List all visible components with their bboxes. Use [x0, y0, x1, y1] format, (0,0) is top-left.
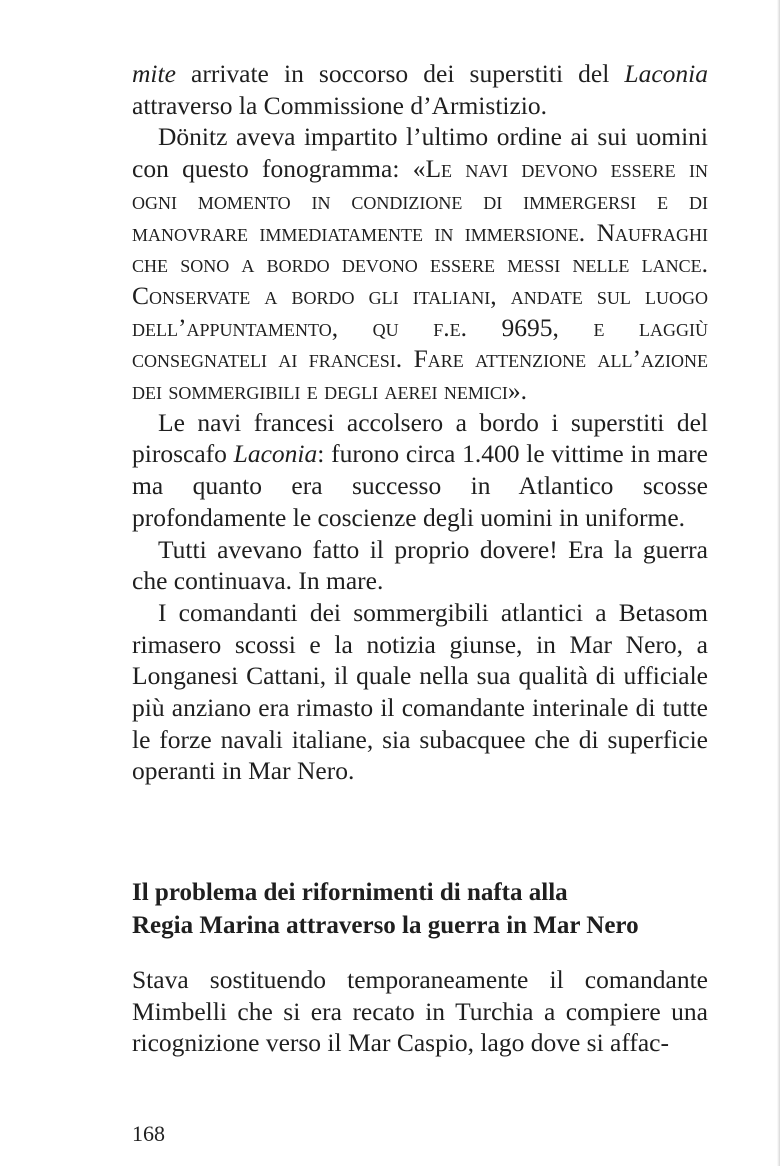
paragraph-2: [132, 121, 708, 406]
paragraph-4: Tutti avevano fatto il proprio dovere! Era la guerra che continuava. In mare.: [132, 534, 708, 596]
paragraph-2-lead: Dönitz aveva impartito l’ultimo ordine ai sui uomini con questo fonogramma: «: [132, 122, 708, 184]
section-heading: [132, 876, 708, 942]
italic-mite: mite: [132, 59, 176, 88]
paragraph-3: [132, 407, 708, 534]
quoted-order: Le navi devono essere in ogni momento in condizione di immergersi e di manovrare immediatamente in immersione. Naufraghi che sono a bordo devono essere messi nelle lance. Conservate a bordo gli italiani, andate sul luogo dell’appuntamento, qu f.e.: [132, 154, 708, 342]
page-number: 168: [132, 1121, 165, 1146]
italic-laconia: Laconia: [624, 59, 708, 88]
paragraph-6: Stava sostituendo temporaneamente il comandante Mimbelli che si era recato in Turchia a compiere una ricognizione verso il Mar Caspio, lago dove si affac-: [132, 965, 708, 1058]
body-text-upper: [132, 58, 708, 787]
heading-line-2: Regia Marina attraverso la guerra in Mar Nero: [132, 912, 639, 939]
heading-line-1: Il problema dei rifornimenti di nafta alla: [132, 879, 568, 906]
quote-close: ».: [507, 376, 527, 406]
paragraph-1-text: arrivate in soccorso dei superstiti del: [175, 59, 625, 88]
paragraph-5: I comandanti dei sommergibili atlantici a Betasom rimasero scossi e la notizia giunse, in Mar Nero, a Longanesi Cattani, il quale nella sua qualità di ufficiale più anziano era rimasto il comandante interinale di tutte le forze navali italiane, sia subacquee che di superficie operanti in Mar Nero.: [132, 597, 708, 786]
paragraph-1-end: attraverso la Commissione d’Armistizio.: [132, 90, 548, 120]
paragraph-1: [132, 58, 708, 121]
quoted-order-end: , e laggiù consegnateli ai francesi. Fare attenzione all’azione dei sommergibili e degli aerei nemici: [132, 312, 708, 406]
italic-laconia-2: Laconia: [233, 439, 318, 469]
paragraph-3-text: Le navi francesi accolsero a bordo i superstiti del piroscafo: [132, 407, 708, 469]
body-text-lower: [132, 964, 708, 1059]
grid-number: 9695: [501, 312, 553, 342]
paragraph-3-end: : furono circa 1.400 le vittime in mare ma quanto era successo in Atlantico scosse profondamente le coscienze degli uomini in uniforme.: [132, 439, 708, 532]
